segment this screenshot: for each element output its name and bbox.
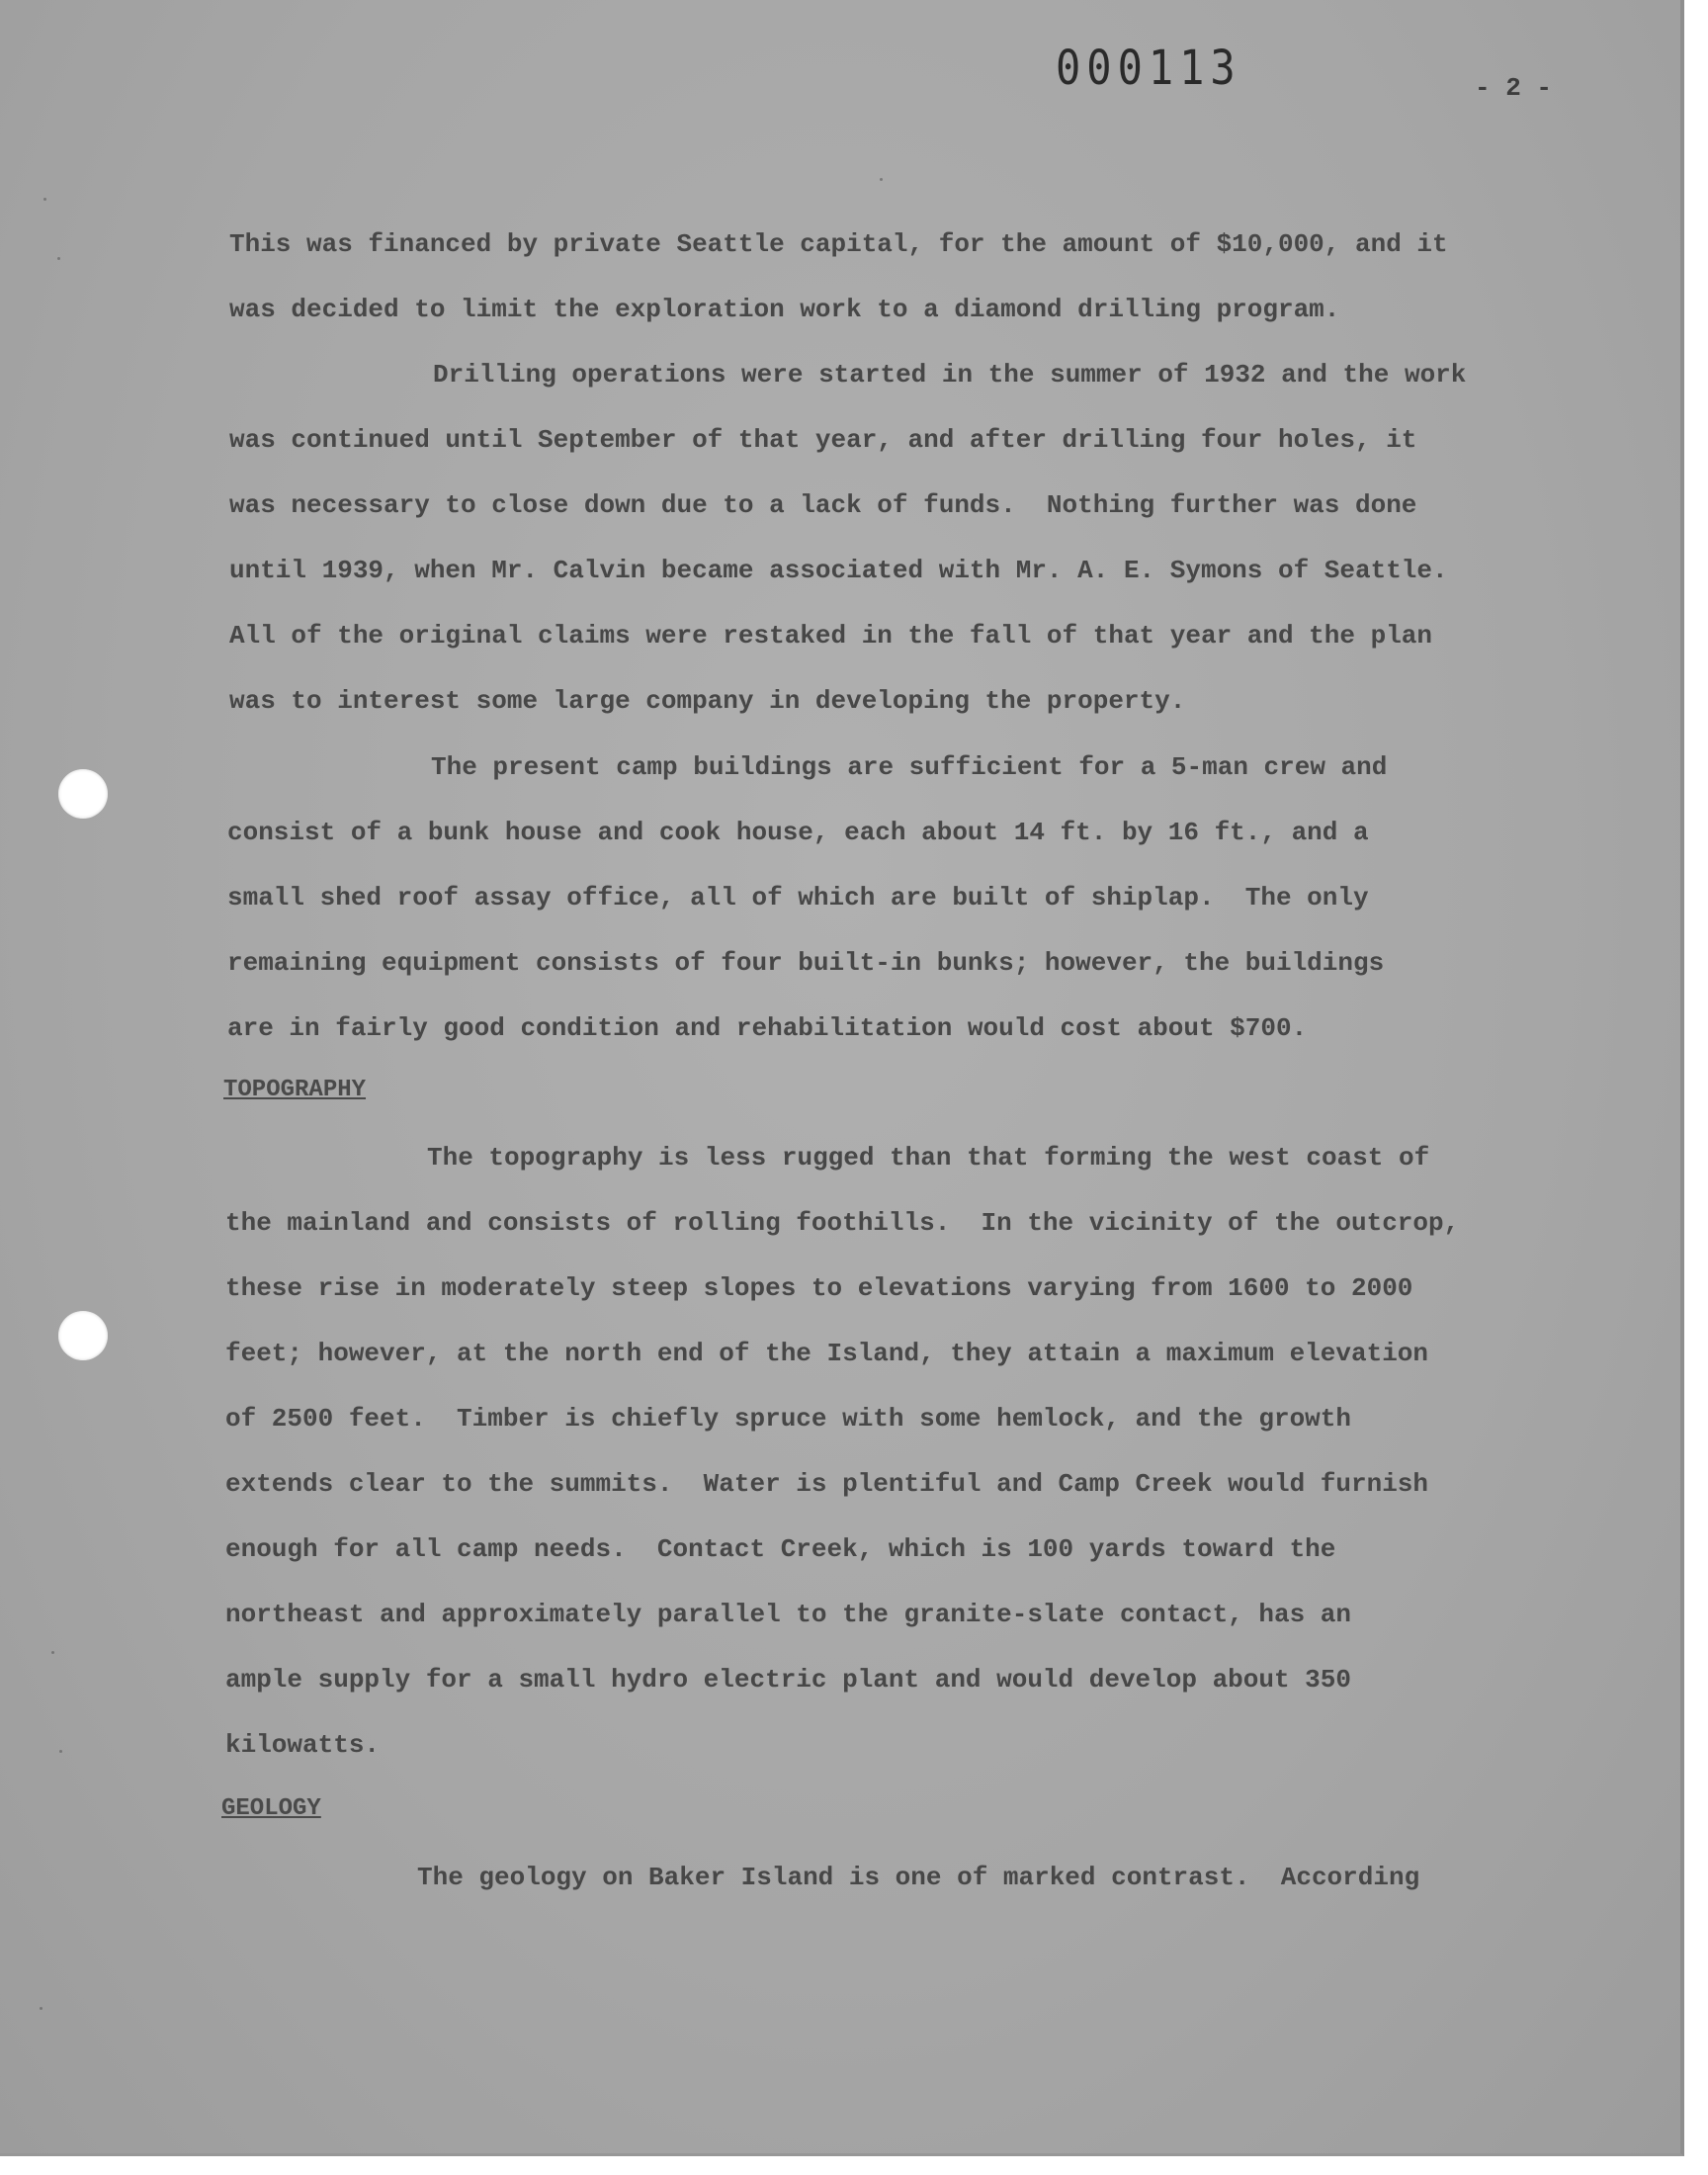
scan-speck bbox=[880, 178, 883, 181]
text-line: feet; however, at the north end of the Island, they attain a maximum elevation bbox=[225, 1339, 1428, 1368]
scan-speck bbox=[51, 1651, 54, 1654]
text-line: extends clear to the summits. Water is plentiful and Camp Creek would furnish bbox=[225, 1469, 1428, 1499]
bates-stamp-number: 000113 bbox=[1056, 40, 1241, 96]
text-line: these rise in moderately steep slopes to elevations varying from 1600 to 2000 bbox=[225, 1273, 1413, 1303]
text-line: was necessary to close down due to a lack of funds. Nothing further was done bbox=[229, 490, 1417, 520]
scan-speck bbox=[57, 257, 60, 260]
text-line: The geology on Baker Island is one of marked contrast. According bbox=[417, 1863, 1420, 1892]
scan-speck bbox=[40, 2007, 43, 2010]
text-line: until 1939, when Mr. Calvin became associated with Mr. A. E. Symons of Seattle. bbox=[229, 556, 1448, 585]
text-line: remaining equipment consists of four built-in bunks; however, the buildings bbox=[227, 948, 1385, 978]
text-line: small shed roof assay office, all of which are built of shiplap. The only bbox=[227, 883, 1369, 913]
text-line: All of the original claims were restaked in the fall of that year and the plan bbox=[229, 621, 1432, 651]
text-line: ample supply for a small hydro electric plant and would develop about 350 bbox=[225, 1665, 1351, 1695]
section-heading-geology: GEOLOGY bbox=[221, 1795, 321, 1822]
text-line: This was financed by private Seattle capital, for the amount of $10,000, and it bbox=[229, 229, 1448, 259]
text-line: enough for all camp needs. Contact Creek, which is 100 yards toward the bbox=[225, 1534, 1336, 1564]
punch-hole bbox=[58, 1311, 108, 1360]
text-line: was continued until September of that year, and after drilling four holes, it bbox=[229, 425, 1417, 455]
section-heading-topography: TOPOGRAPHY bbox=[223, 1077, 367, 1103]
scan-speck bbox=[59, 1750, 62, 1753]
text-line: consist of a bunk house and cook house, each about 14 ft. by 16 ft., and a bbox=[227, 818, 1369, 847]
page-number: - 2 - bbox=[1475, 73, 1553, 103]
text-line: was to interest some large company in developing the property. bbox=[229, 686, 1186, 716]
text-line: Drilling operations were started in the summer of 1932 and the work bbox=[433, 360, 1467, 390]
text-line: northeast and approximately parallel to the granite-slate contact, has an bbox=[225, 1600, 1351, 1629]
text-line: The present camp buildings are sufficient for a 5-man crew and bbox=[431, 752, 1388, 782]
text-line: of 2500 feet. Timber is chiefly spruce with some hemlock, and the growth bbox=[225, 1404, 1351, 1434]
scan-speck bbox=[43, 198, 46, 201]
text-line: are in fairly good condition and rehabilitation would cost about $700. bbox=[227, 1013, 1308, 1043]
punch-hole bbox=[58, 769, 108, 819]
text-line: The topography is less rugged than that forming the west coast of bbox=[427, 1143, 1430, 1173]
text-line: the mainland and consists of rolling foothills. In the vicinity of the outcrop, bbox=[225, 1208, 1460, 1238]
text-line: kilowatts. bbox=[225, 1730, 381, 1760]
text-line: was decided to limit the exploration work to a diamond drilling program. bbox=[229, 295, 1340, 324]
